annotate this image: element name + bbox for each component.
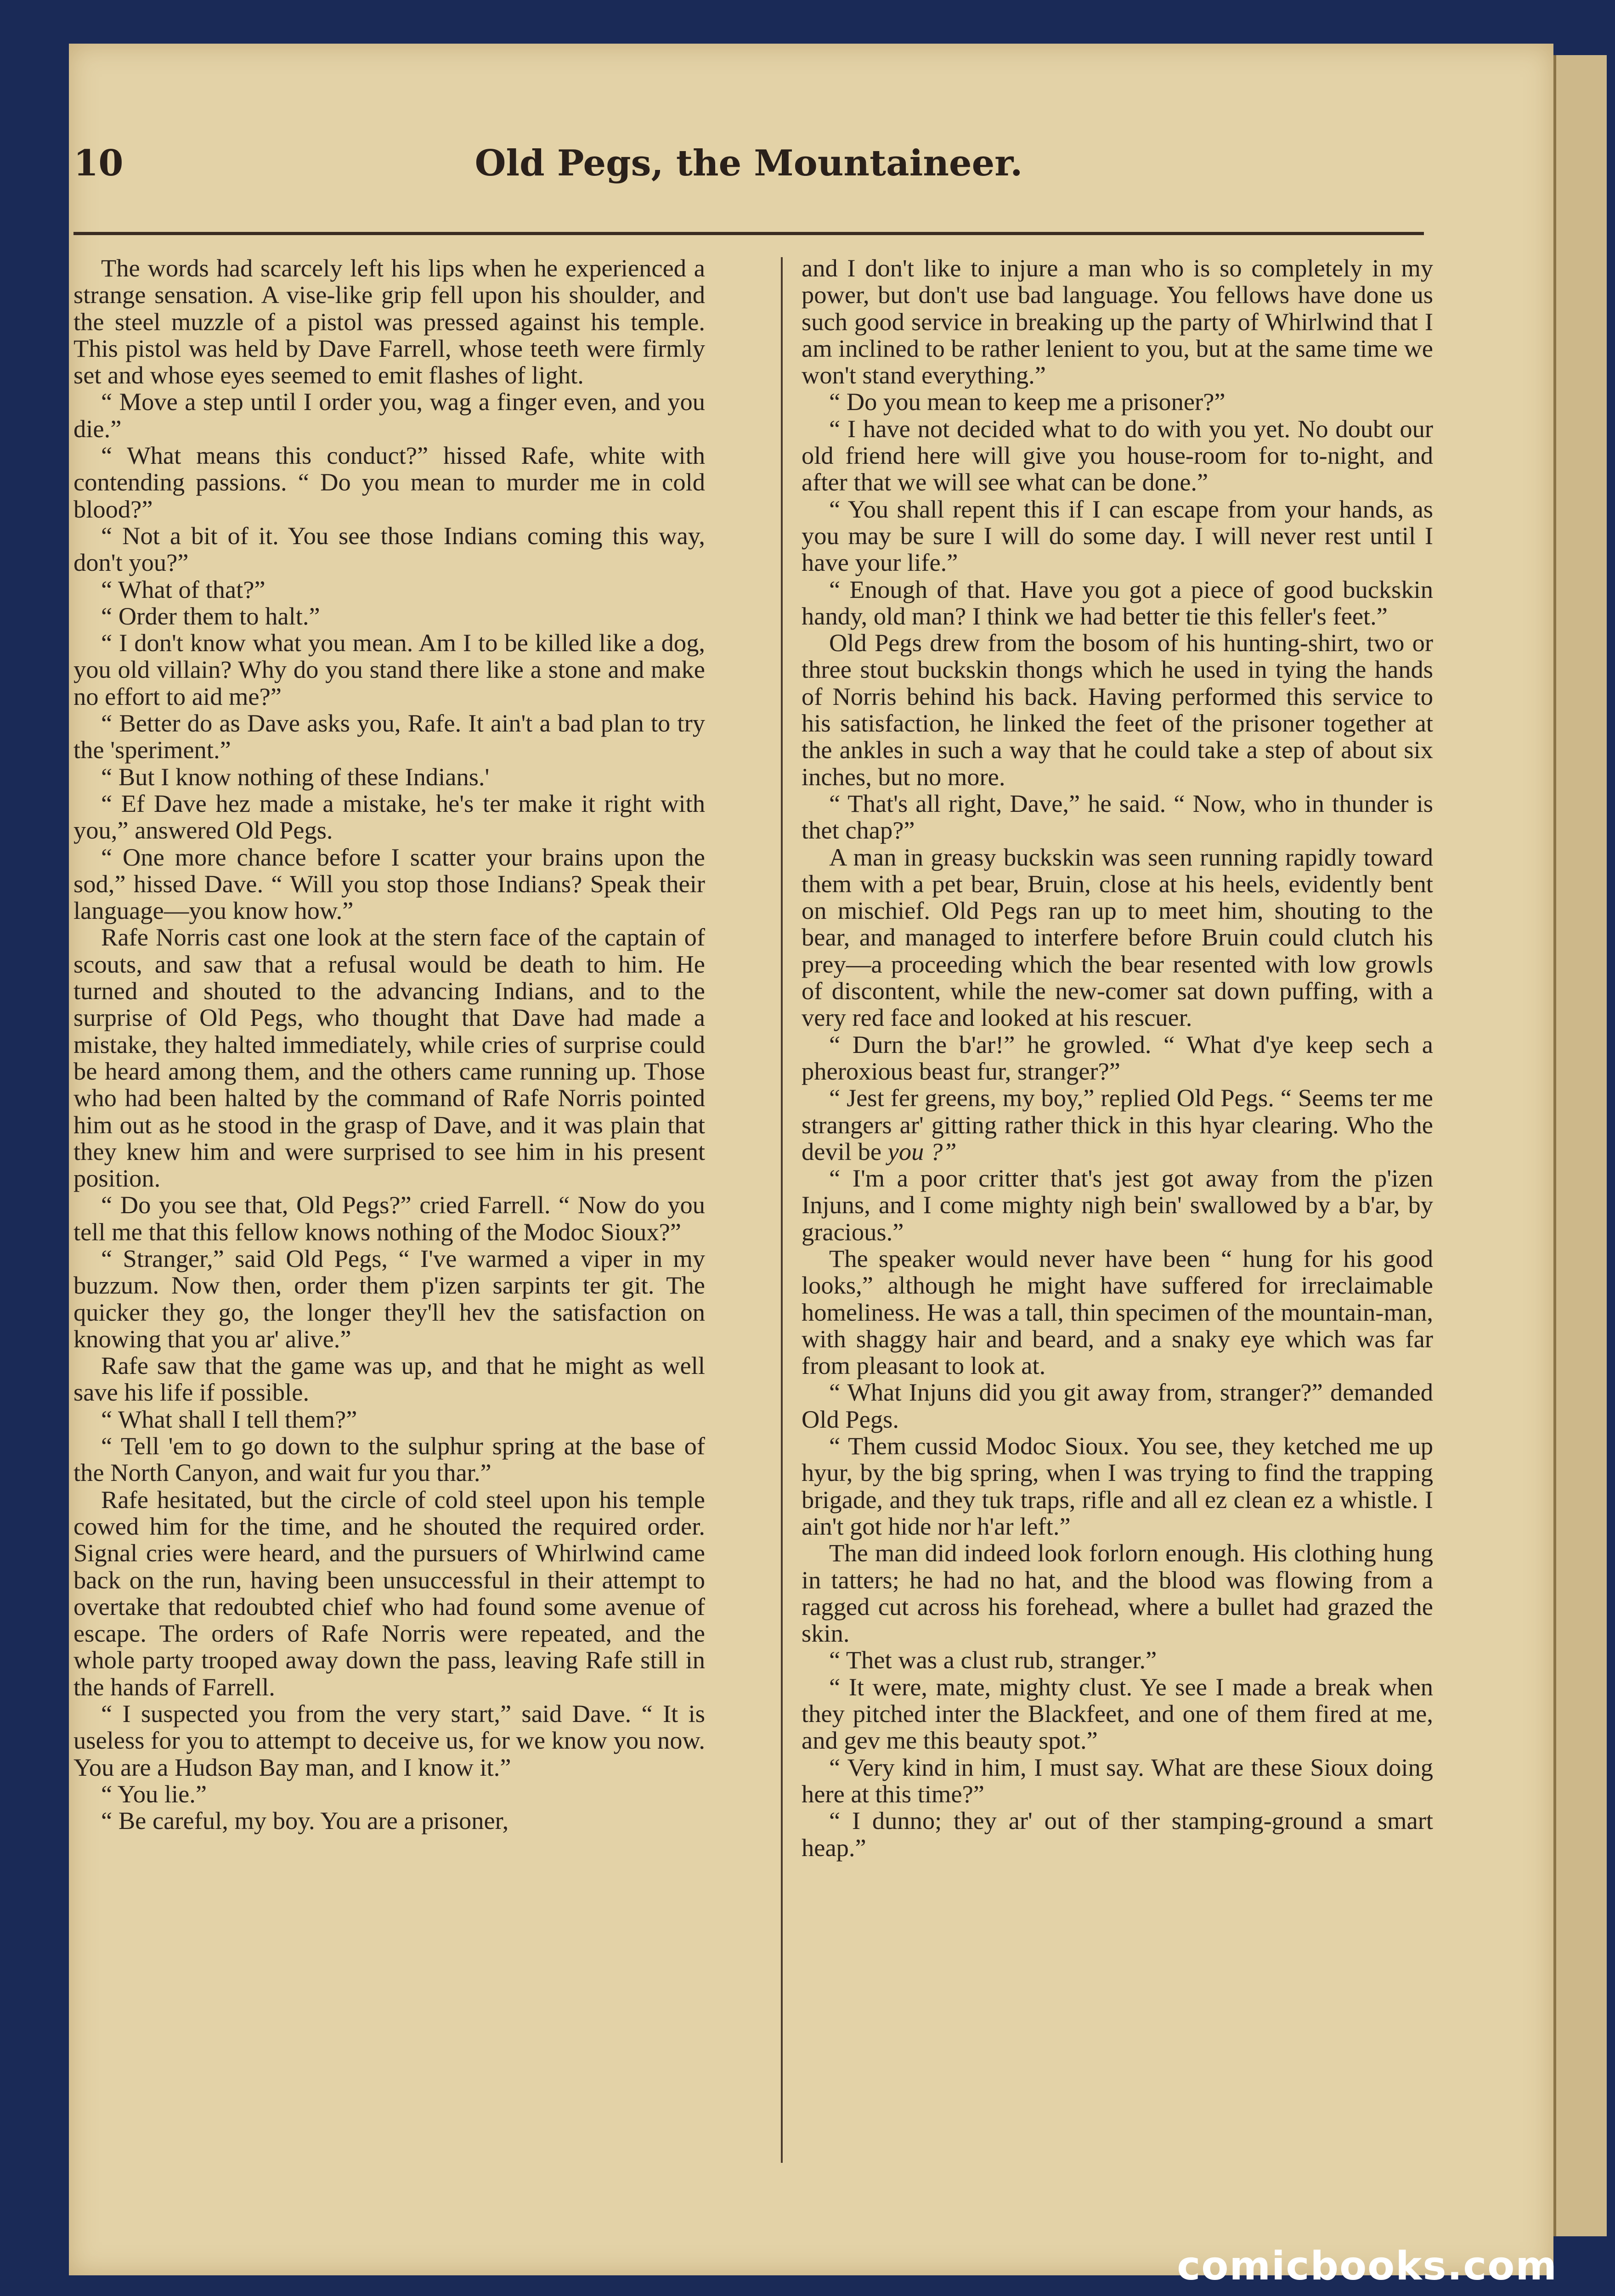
paragraph: “ That's all right, Dave,” he said. “ Now, who in thunder is thet chap?” — [802, 789, 1433, 844]
paragraph: “ You shall repent this if I can escape from your hands, as you may be sure I will do some day. I will never rest until I have your life.” — [802, 495, 1433, 577]
paragraph: “ You lie.” — [101, 1779, 207, 1808]
paragraph-text: “ Jest fer greens, my boy,” replied Old Pegs. “ Seems ter me strangers ar' gitting rather thick in this hyar clearing. Who the devil be — [802, 1084, 1433, 1165]
paragraph: “ Do you mean to keep me a prisoner?” — [829, 388, 1225, 416]
paragraph: “ What of that?” — [101, 575, 265, 603]
paragraph: “ But I know nothing of these Indians.' — [101, 762, 490, 791]
paragraph: “ Enough of that. Have you got a piece of good buckskin handy, old man? I think we had better tie this feller's feet.” — [802, 575, 1433, 630]
paragraph: “ Thet was a clust rub, stranger.” — [829, 1646, 1157, 1674]
header-rule — [73, 232, 1424, 235]
paragraph: Old Pegs drew from the bosom of his hunting-shirt, two or three stout buckskin thongs which he used in tying the hands of Norris behind his back. Having performed this service to his satisfaction, he linked the feet of the prisoner together at the ankles in such a way that he could take a step of about six inches, but no more. — [802, 629, 1433, 791]
paragraph: “ I have not decided what to do with you yet. No doubt our old friend here will give you house-room for to-night, and after that we will see what can be done.” — [802, 414, 1433, 496]
paragraph: “ Not a bit of it. You see those Indians coming this way, don't you?” — [73, 521, 705, 577]
paragraph: “ Move a step until I order you, wag a finger even, and you die.” — [73, 388, 705, 443]
paragraph: “ Very kind in him, I must say. What are these Sioux doing here at this time?” — [802, 1753, 1433, 1808]
paragraph: “ Them cussid Modoc Sioux. You see, they ketched me up hyur, by the big spring, when I was trying to find the trapping brigade, and they tuk traps, rifle and all ez clean ez a whistle. I ain't got hide nor h'ar left.” — [802, 1432, 1433, 1540]
paragraph: “ Be careful, my boy. You are a prisoner, — [101, 1806, 509, 1835]
paragraph: Rafe Norris cast one look at the stern face of the captain of scouts, and saw that a refusal would be death to him. He turned and shouted to the advancing Indians, and to the surprise of Old Pegs, who thought that Dave had made a mistake, they halted immediately, while cries of surprise could be heard among them, and the others came running up. Those who had been halted by the command of Rafe Norris pointed him out as he stood in the grasp of Dave, and it was plain that they knew him and were surprised to see him in his present position. — [73, 923, 705, 1193]
paragraph: “ Ef Dave hez made a mistake, he's ter make it right with you,” answered Old Pegs. — [73, 789, 705, 844]
paragraph — [802, 1085, 1433, 1165]
paragraph: “ What Injuns did you git away from, stranger?” demanded Old Pegs. — [802, 1378, 1433, 1433]
paragraph: A man in greasy buckskin was seen running rapidly toward them with a pet bear, Bruin, close at his heels, evidently bent on mischief. Old Pegs ran up to meet him, shouting to the bear, and managed to interfere before Bruin could clutch his prey—a proceeding which the bear resented with low growls of discontent, while the new-comer sat down puffing, with a very red face and looked at his rescuer. — [802, 843, 1433, 1032]
paragraph: “ Stranger,” said Old Pegs, “ I've warmed a viper in my buzzum. Now then, order them p'izen sarpints ter git. The quicker they go, the longer they'll hev the satisfaction on knowing that you ar' alive.” — [73, 1244, 705, 1353]
italic-text: you ?” — [887, 1137, 957, 1165]
paragraph: “ Tell 'em to go down to the sulphur spring at the base of the North Canyon, and wait fur you thar.” — [73, 1432, 705, 1487]
paragraph: “ What means this conduct?” hissed Rafe, white with contending passions. “ Do you mean to murder me in cold blood?” — [73, 441, 705, 523]
paragraph: Rafe hesitated, but the circle of cold steel upon his temple cowed him for the time, and he shouted the required order. Signal cries were heard, and the pursuers of Whirlwind came back on the run, having been unsuccessful in their attempt to overtake that redoubted chief who had found some avenue of escape. The orders of Rafe Norris were repeated, and the whole party trooped away down the pass, leaving Rafe still in the hands of Farrell. — [73, 1485, 705, 1701]
paragraph: “ Durn the b'ar!” he growled. “ What d'ye keep sech a pheroxious beast fur, stranger?” — [802, 1030, 1433, 1085]
page-number: 10 — [73, 142, 124, 184]
watermark: comicbooks.com — [1177, 2243, 1558, 2289]
left-column — [73, 255, 705, 2174]
adjacent-page-edge — [1553, 55, 1607, 2236]
paragraph: “ Order them to halt.” — [101, 602, 320, 630]
paragraph-continued: and I don't like to injure a man who is so completely in my power, but don't use bad language. You fellows have done us such good service in breaking up the party of Whirlwind that I am inclined to be rather lenient to you, but at the same time we won't stand everything.” — [802, 255, 1433, 389]
page-header — [73, 129, 1424, 197]
paragraph: The man did indeed look forlorn enough. His clothing hung in tatters; he had no hat, and the blood was flowing from a ragged cut across his forehead, where a bullet had grazed the skin. — [802, 1539, 1433, 1648]
paragraph: “ I don't know what you mean. Am I to be killed like a dog, you old villain? Why do you stand there like a stone and make no effort to aid me?” — [73, 629, 705, 710]
paragraph: The words had scarcely left his lips when he experienced a strange sensation. A vise-like grip fell upon his shoulder, and the steel muzzle of a pistol was pressed against his temple. This pistol was held by Dave Farrell, whose teeth were firmly set and whose eyes seemed to emit flashes of light. — [73, 255, 705, 389]
paragraph: “ Do you see that, Old Pegs?” cried Farrell. “ Now do you tell me that this fellow knows nothing of the Modoc Sioux?” — [73, 1191, 705, 1246]
paragraph: “ Better do as Dave asks you, Rafe. It ain't a bad plan to try the 'speriment.” — [73, 709, 705, 764]
paragraph: “ I'm a poor critter that's jest got away from the p'izen Injuns, and I come mighty nigh bein' swallowed by a b'ar, by gracious.” — [802, 1164, 1433, 1246]
paragraph: “ I dunno; they ar' out of ther stamping-ground a smart heap.” — [802, 1806, 1433, 1862]
paragraph: “ I suspected you from the very start,” said Dave. “ It is useless for you to attempt to deceive us, for we know you now. You are a Hudson Bay man, and I know it.” — [73, 1699, 705, 1781]
paragraph: The speaker would never have been “ hung for his good looks,” although he might have suffered for irreclaimable homeliness. He was a tall, thin specimen of the mountain-man, with shaggy hair and beard, and a snaky eye which was far from pleasant to look at. — [802, 1244, 1433, 1380]
right-column — [802, 255, 1433, 2174]
column-rule — [781, 257, 783, 2163]
paragraph: “ What shall I tell them?” — [101, 1405, 357, 1433]
paragraph: “ One more chance before I scatter your brains upon the sod,” hissed Dave. “ Will you stop those Indians? Speak their language—you know how.” — [73, 843, 705, 925]
paragraph: Rafe saw that the game was up, and that he might as well save his life if possible. — [73, 1351, 705, 1407]
paragraph: “ It were, mate, mighty clust. Ye see I made a break when they pitched inter the Blackfeet, and one of them fired at me, and gev me this beauty spot.” — [802, 1672, 1433, 1755]
running-title: Old Pegs, the Mountaineer. — [474, 142, 1023, 184]
